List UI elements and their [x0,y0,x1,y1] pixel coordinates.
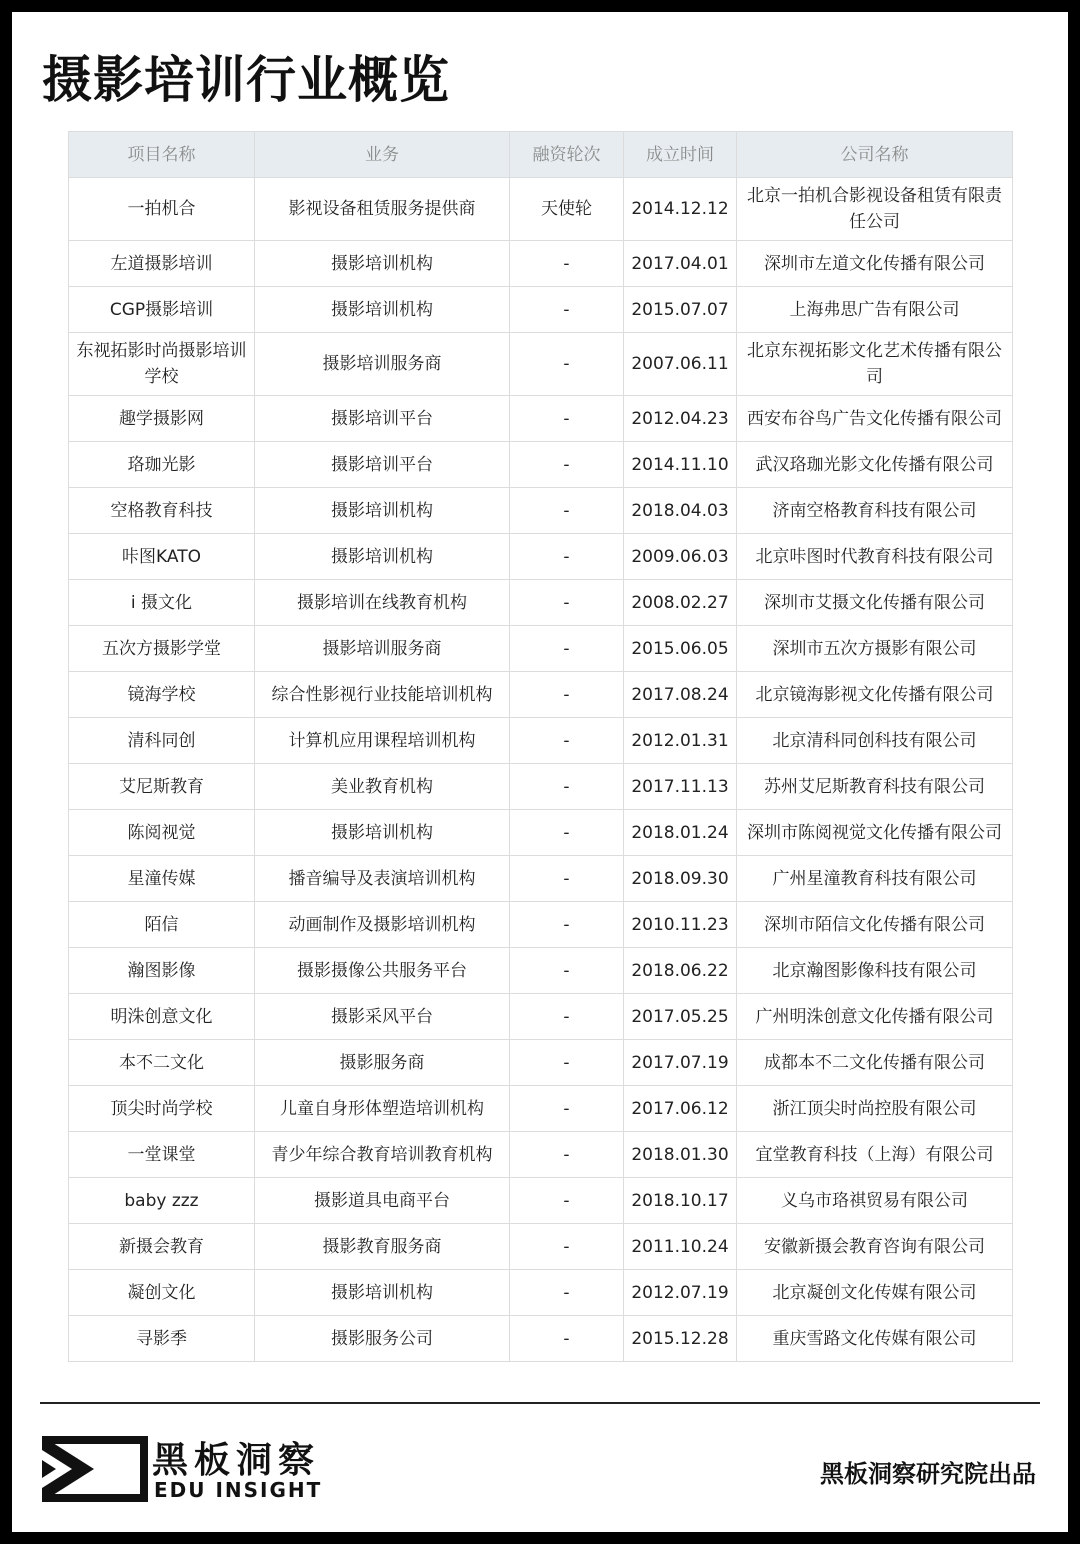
cell-project-name: 镜海学校 [69,672,255,718]
cell-business: 摄影培训服务商 [255,333,510,396]
cell-funding-round: - [510,856,624,902]
cell-project-name: 趣学摄影网 [69,396,255,442]
table-row [69,1316,1013,1362]
cell-business: 青少年综合教育培训教育机构 [255,1132,510,1178]
cell-business: 播音编导及表演培训机构 [255,856,510,902]
cell-funding-round: - [510,764,624,810]
cell-business: 摄影服务商 [255,1040,510,1086]
cell-founded-date: 2017.07.19 [624,1040,737,1086]
cell-business: 摄影教育服务商 [255,1224,510,1270]
cell-project-name: 一堂课堂 [69,1132,255,1178]
table-row [69,626,1013,672]
cell-company-name: 宜堂教育科技（上海）有限公司 [737,1132,1013,1178]
cell-company-name: 深圳市艾摄文化传播有限公司 [737,580,1013,626]
cell-founded-date: 2018.01.24 [624,810,737,856]
cell-founded-date: 2008.02.27 [624,580,737,626]
cell-project-name: 寻影季 [69,1316,255,1362]
cell-funding-round: - [510,580,624,626]
cell-founded-date: 2007.06.11 [624,333,737,396]
cell-funding-round: - [510,672,624,718]
cell-business: 摄影培训机构 [255,534,510,580]
cell-project-name: CGP摄影培训 [69,287,255,333]
cell-founded-date: 2018.04.03 [624,488,737,534]
cell-project-name: 星潼传媒 [69,856,255,902]
cell-funding-round: - [510,534,624,580]
cell-founded-date: 2017.05.25 [624,994,737,1040]
cell-business: 摄影服务公司 [255,1316,510,1362]
table-row [69,534,1013,580]
cell-company-name: 深圳市左道文化传播有限公司 [737,241,1013,287]
cell-project-name: 左道摄影培训 [69,241,255,287]
cell-funding-round: - [510,718,624,764]
cell-business: 摄影培训机构 [255,1270,510,1316]
cell-company-name: 安徽新摄会教育咨询有限公司 [737,1224,1013,1270]
brand-name-en: EDU INSIGHT [154,1478,323,1502]
cell-business: 摄影培训机构 [255,287,510,333]
cell-project-name: 陌信 [69,902,255,948]
cell-project-name: baby zzz [69,1178,255,1224]
table-row [69,178,1013,241]
cell-company-name: 深圳市五次方摄影有限公司 [737,626,1013,672]
header-company-name: 公司名称 [737,132,1013,178]
cell-business: 美业教育机构 [255,764,510,810]
header-funding-round: 融资轮次 [510,132,624,178]
table-row [69,1270,1013,1316]
table-row [69,856,1013,902]
cell-project-name: 凝创文化 [69,1270,255,1316]
cell-funding-round: - [510,442,624,488]
header-project-name: 项目名称 [69,132,255,178]
cell-company-name: 成都本不二文化传播有限公司 [737,1040,1013,1086]
cell-funding-round: - [510,1040,624,1086]
cell-company-name: 北京瀚图影像科技有限公司 [737,948,1013,994]
cell-company-name: 北京清科同创科技有限公司 [737,718,1013,764]
cell-founded-date: 2012.07.19 [624,1270,737,1316]
cell-project-name: 东视拓影时尚摄影培训学校 [69,333,255,396]
cell-company-name: 上海弗思广告有限公司 [737,287,1013,333]
cell-business: 摄影培训服务商 [255,626,510,672]
cell-business: 摄影采风平台 [255,994,510,1040]
cell-founded-date: 2017.11.13 [624,764,737,810]
table-row [69,442,1013,488]
cell-project-name: 瀚图影像 [69,948,255,994]
cell-funding-round: - [510,626,624,672]
cell-company-name: 西安布谷鸟广告文化传播有限公司 [737,396,1013,442]
cell-funding-round: - [510,241,624,287]
cell-business: 摄影培训在线教育机构 [255,580,510,626]
cell-business: 摄影道具电商平台 [255,1178,510,1224]
cell-business: 综合性影视行业技能培训机构 [255,672,510,718]
cell-business: 摄影培训机构 [255,810,510,856]
cell-funding-round: - [510,1132,624,1178]
cell-founded-date: 2018.06.22 [624,948,737,994]
cell-project-name: 清科同创 [69,718,255,764]
cell-founded-date: 2018.01.30 [624,1132,737,1178]
cell-founded-date: 2018.10.17 [624,1178,737,1224]
cell-funding-round: - [510,1086,624,1132]
table-row [69,1178,1013,1224]
cell-funding-round: - [510,287,624,333]
cell-founded-date: 2017.08.24 [624,672,737,718]
cell-founded-date: 2014.11.10 [624,442,737,488]
header-business: 业务 [255,132,510,178]
table-row [69,241,1013,287]
cell-funding-round: - [510,994,624,1040]
table-row [69,902,1013,948]
cell-project-name: 明洙创意文化 [69,994,255,1040]
cell-project-name: 咔图KATO [69,534,255,580]
cell-business: 儿童自身形体塑造培训机构 [255,1086,510,1132]
cell-company-name: 浙江顶尖时尚控股有限公司 [737,1086,1013,1132]
cell-founded-date: 2015.06.05 [624,626,737,672]
table-row [69,948,1013,994]
cell-funding-round: - [510,396,624,442]
cell-business: 摄影培训机构 [255,241,510,287]
table-row [69,1224,1013,1270]
cell-company-name: 北京一拍机合影视设备租赁有限责任公司 [737,178,1013,241]
cell-business: 摄影培训平台 [255,442,510,488]
footer-divider [40,1402,1040,1404]
table-row [69,994,1013,1040]
cell-project-name: 珞珈光影 [69,442,255,488]
cell-company-name: 广州星潼教育科技有限公司 [737,856,1013,902]
cell-company-name: 深圳市陈阅视觉文化传播有限公司 [737,810,1013,856]
cell-founded-date: 2015.07.07 [624,287,737,333]
cell-project-name: 顶尖时尚学校 [69,1086,255,1132]
cell-company-name: 深圳市陌信文化传播有限公司 [737,902,1013,948]
cell-company-name: 济南空格教育科技有限公司 [737,488,1013,534]
table-row [69,488,1013,534]
cell-founded-date: 2018.09.30 [624,856,737,902]
cell-project-name: 一拍机合 [69,178,255,241]
table-row [69,672,1013,718]
table-body [69,178,1013,1362]
cell-company-name: 北京凝创文化传媒有限公司 [737,1270,1013,1316]
cell-founded-date: 2010.11.23 [624,902,737,948]
table-row [69,580,1013,626]
cell-funding-round: - [510,810,624,856]
table-row [69,1086,1013,1132]
cell-founded-date: 2011.10.24 [624,1224,737,1270]
cell-founded-date: 2017.06.12 [624,1086,737,1132]
header-founded-date: 成立时间 [624,132,737,178]
cell-funding-round: - [510,1224,624,1270]
cell-funding-round: - [510,948,624,994]
table-row [69,1040,1013,1086]
cell-funding-round: - [510,1316,624,1362]
cell-project-name: 本不二文化 [69,1040,255,1086]
table-row [69,1132,1013,1178]
cell-funding-round: - [510,902,624,948]
cell-business: 摄影培训平台 [255,396,510,442]
cell-company-name: 重庆雪路文化传媒有限公司 [737,1316,1013,1362]
cell-business: 影视设备租赁服务提供商 [255,178,510,241]
cell-company-name: 广州明洙创意文化传播有限公司 [737,994,1013,1040]
cell-project-name: 空格教育科技 [69,488,255,534]
cell-funding-round: 天使轮 [510,178,624,241]
cell-project-name: 五次方摄影学堂 [69,626,255,672]
table-row [69,810,1013,856]
cell-funding-round: - [510,333,624,396]
cell-project-name: 新摄会教育 [69,1224,255,1270]
cell-company-name: 北京镜海影视文化传播有限公司 [737,672,1013,718]
page-title: 摄影培训行业概览 [42,51,450,109]
cell-company-name: 武汉珞珈光影文化传播有限公司 [737,442,1013,488]
cell-business: 摄影摄像公共服务平台 [255,948,510,994]
cell-business: 动画制作及摄影培训机构 [255,902,510,948]
cell-project-name: 陈阅视觉 [69,810,255,856]
cell-company-name: 苏州艾尼斯教育科技有限公司 [737,764,1013,810]
cell-founded-date: 2012.04.23 [624,396,737,442]
cell-founded-date: 2014.12.12 [624,178,737,241]
brand-name-cn: 黑板洞察 [152,1440,321,1481]
cell-company-name: 义乌市珞祺贸易有限公司 [737,1178,1013,1224]
cell-company-name: 北京咔图时代教育科技有限公司 [737,534,1013,580]
table-row [69,333,1013,396]
cell-founded-date: 2012.01.31 [624,718,737,764]
cell-business: 摄影培训机构 [255,488,510,534]
footer-credit: 黑板洞察研究院出品 [820,1460,1036,1488]
cell-company-name: 北京东视拓影文化艺术传播有限公司 [737,333,1013,396]
table-header-row [69,132,1013,178]
table-row [69,396,1013,442]
table-row [69,764,1013,810]
page [12,12,1068,1532]
cell-funding-round: - [510,1270,624,1316]
edu-insight-logo-icon [42,1436,148,1502]
cell-project-name: 艾尼斯教育 [69,764,255,810]
cell-funding-round: - [510,488,624,534]
industry-table [68,131,1013,1362]
table-container [68,131,1012,1362]
cell-project-name: i 摄文化 [69,580,255,626]
cell-funding-round: - [510,1178,624,1224]
cell-founded-date: 2009.06.03 [624,534,737,580]
cell-founded-date: 2015.12.28 [624,1316,737,1362]
table-row [69,718,1013,764]
cell-business: 计算机应用课程培训机构 [255,718,510,764]
table-row [69,287,1013,333]
cell-founded-date: 2017.04.01 [624,241,737,287]
